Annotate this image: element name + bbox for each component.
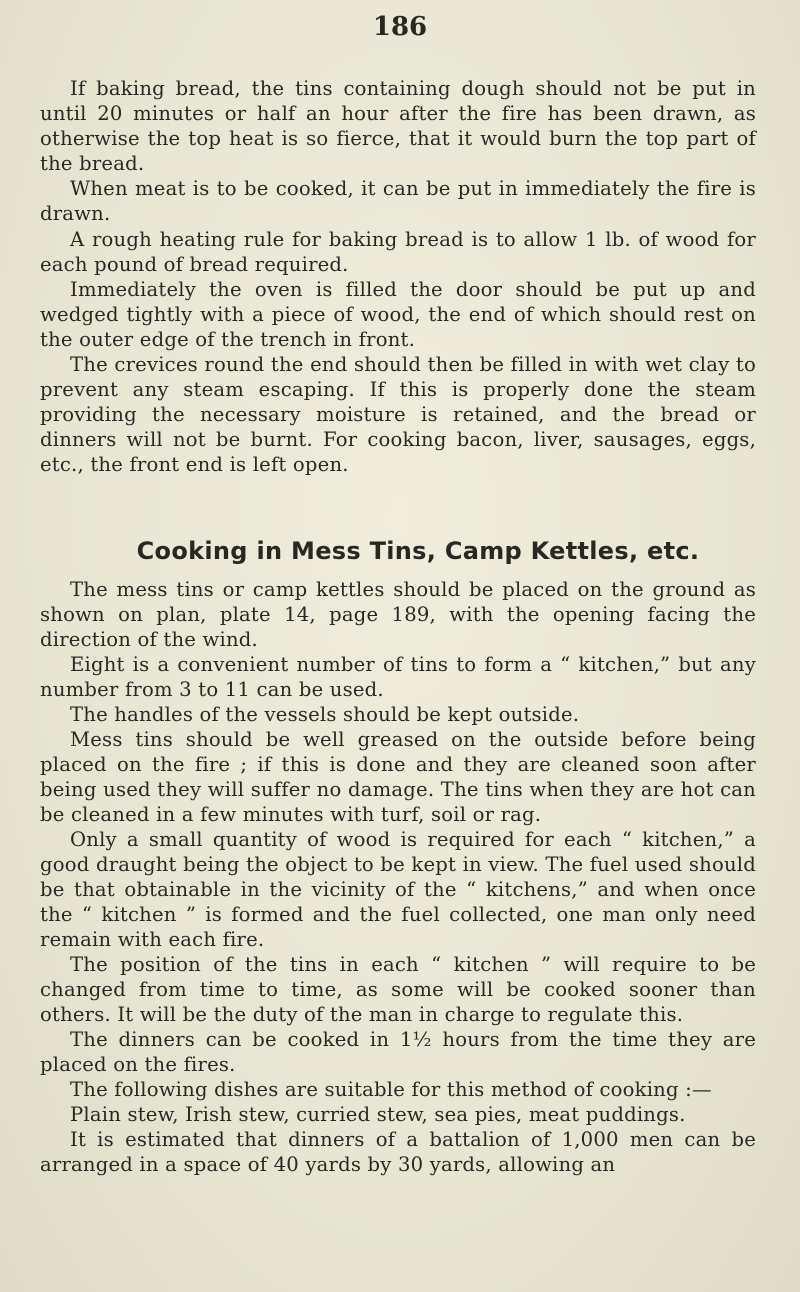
- paragraph: When meat is to be cooked, it can be put in immediately the fire is drawn.: [40, 177, 756, 226]
- paragraph: Immediately the oven is filled the door should be put up and wedged tightly with a piece of wood, the end of which should rest on the outer edge of the trench in front.: [40, 277, 756, 351]
- section-mess-tins: [40, 577, 756, 1177]
- paragraph: A rough heating rule for baking bread is to allow 1 lb. of wood for each pound of bread required.: [40, 227, 756, 276]
- paragraph: Only a small quantity of wood is required for each “ kitchen,” a good draught being the object to be kept in view. The fuel used should be that obtainable in the vicinity of the “ kitchens,” and when once the “ kitchen ” is formed and the fuel collected, one man only need remain with each fire.: [40, 827, 756, 951]
- paragraph: Eight is a convenient number of tins to form a “ kitchen,” but any number from 3 to 11 can be used.: [40, 652, 756, 701]
- paragraph: Mess tins should be well greased on the outside before being placed on the fire ; if this is done and they are cleaned soon after being used they will suffer no damage. The tins when they are hot can be cleaned in a few minutes with turf, soil or rag.: [40, 727, 756, 826]
- body-text: [40, 76, 756, 1177]
- page-number: 186: [372, 12, 428, 42]
- paragraph: It is estimated that dinners of a battalion of 1,000 men can be arranged in a space of 40 yards by 30 yards, allowing an: [40, 1127, 756, 1176]
- section-heading: Cooking in Mess Tins, Camp Kettles, etc.: [136, 536, 700, 565]
- paragraph: The position of the tins in each “ kitchen ” will require to be changed from time to time, as some will be cooked sooner than others. It will be the duty of the man in charge to regulate this.: [40, 952, 756, 1026]
- paragraph: The dinners can be cooked in 1½ hours from the time they are placed on the fires.: [40, 1027, 756, 1076]
- paragraph: The handles of the vessels should be kept outside.: [70, 702, 580, 726]
- section-bread-baking: [40, 76, 756, 478]
- paragraph: The following dishes are suitable for this method of cooking :—: [70, 1077, 712, 1101]
- paragraph: The mess tins or camp kettles should be placed on the ground as shown on plan, plate 14, page 189, with the opening facing the direction of the wind.: [40, 577, 756, 651]
- paragraph: Plain stew, Irish stew, curried stew, sea pies, meat puddings.: [70, 1102, 686, 1126]
- paragraph: The crevices round the end should then be filled in with wet clay to prevent any steam escaping. If this is properly done the steam providing the necessary moisture is retained, and the bread or dinners will not be burnt. For cooking bacon, liver, sausages, eggs, etc., the front end is left open.: [40, 353, 756, 477]
- paragraph: If baking bread, the tins containing dough should not be put in until 20 minutes or half an hour after the fire has been drawn, as otherwise the top heat is so fierce, that it would burn the top part of the bread.: [40, 77, 756, 176]
